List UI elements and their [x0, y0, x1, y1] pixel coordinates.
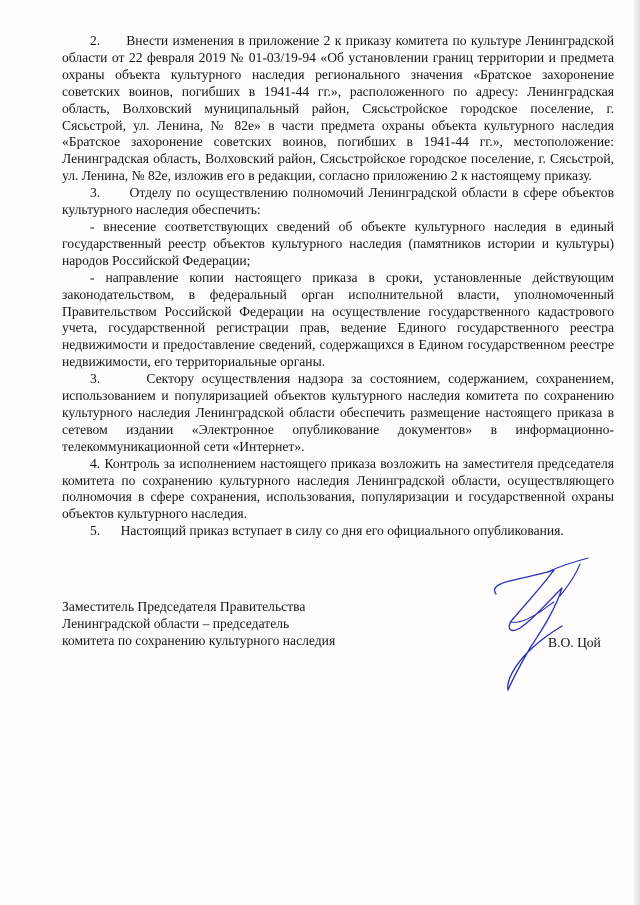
paragraph-subitem-copy: - направление копии настоящего приказа в сроки, установленные действующим законодательством, в федеральный орган исполнительной власти, уполномоченный Правительством Российской Федерации на осуществление государственного кадастрового учета, государственной регистрации прав, ведение Единого государственного реестра недвижимости и предоставление сведений, содержащихся в Едином государственном реестре недвижимости, его территориальные органы. — [62, 269, 614, 370]
signature-stroke — [548, 558, 588, 596]
signatory-title-line: Заместитель Председателя Правительства — [62, 599, 306, 614]
paragraph-item-4: 4. Контроль за исполнением настоящего приказа возложить на заместителя председателя комитета по сохранению культурного наследия Ленинградской области, осуществляющего полномочия в сфере сохранения, использования, популяризации и государственной охраны объектов культурного наследия. — [62, 455, 614, 522]
signatory-title-line: Ленинградской области – председатель — [62, 616, 290, 631]
paragraph-item-3: 3. Отделу по осуществлению полномочий Ленинградской области в сфере объектов культурного наследия обеспечить: — [62, 185, 614, 218]
signatory-title-line: комитета по сохранению культурного наследия — [62, 633, 336, 648]
paragraph-subitem-registry: - внесение соответствующих сведений об объекте культурного наследия в единый государственный реестр объектов культурного наследия (памятников истории и культуры) народов Российской Федерации; — [62, 218, 614, 268]
handwritten-signature-icon — [450, 552, 610, 702]
signatory-name: В.О. Цой — [548, 635, 601, 650]
paragraph-item-5: 5. Настоящий приказ вступает в силу со дня его официального опубликования. — [90, 523, 564, 539]
scan-edge — [634, 0, 640, 905]
signatory-title — [62, 598, 362, 649]
paragraph-item-3-sector: 3. Сектору осуществления надзора за состоянием, содержанием, сохранением, использованием и популяризацией объектов культурного наследия комитета по сохранению культурного наследия Ленинградской области обеспечить размещение настоящего приказа в сетевом издании «Электронное опубликование документов» в информационно-телекоммуникационной сети «Интернет». — [62, 371, 614, 454]
document-body — [62, 33, 614, 540]
paragraph-item-2: 2. Внести изменения в приложение 2 к приказу комитета по культуре Ленинградской области от 22 февраля 2019 № 01-03/19-94 «Об установлении границ территории и предмета охраны объекта культурного наследия регионального значения «Братское захоронение советских воинов, погибших в 1941-44 гг.», расположенного по адресу: Ленинградская область, Волховский муниципальный район, Сясьстройское городское поселение, г. Сясьстрой, ул. Ленина, № 82е» в части предмета охраны объекта культурного наследия «Братское захоронение советских воинов, погибших в 1941-44 гг.», местоположение: Ленинградская область, Волховский район, Сясьстройское городское поселение, г. Сясьстрой, ул. Ленина, № 82е, изложив его в редакции, согласно приложению 2 к настоящему приказу. — [62, 33, 614, 184]
signature-stroke — [495, 570, 562, 690]
